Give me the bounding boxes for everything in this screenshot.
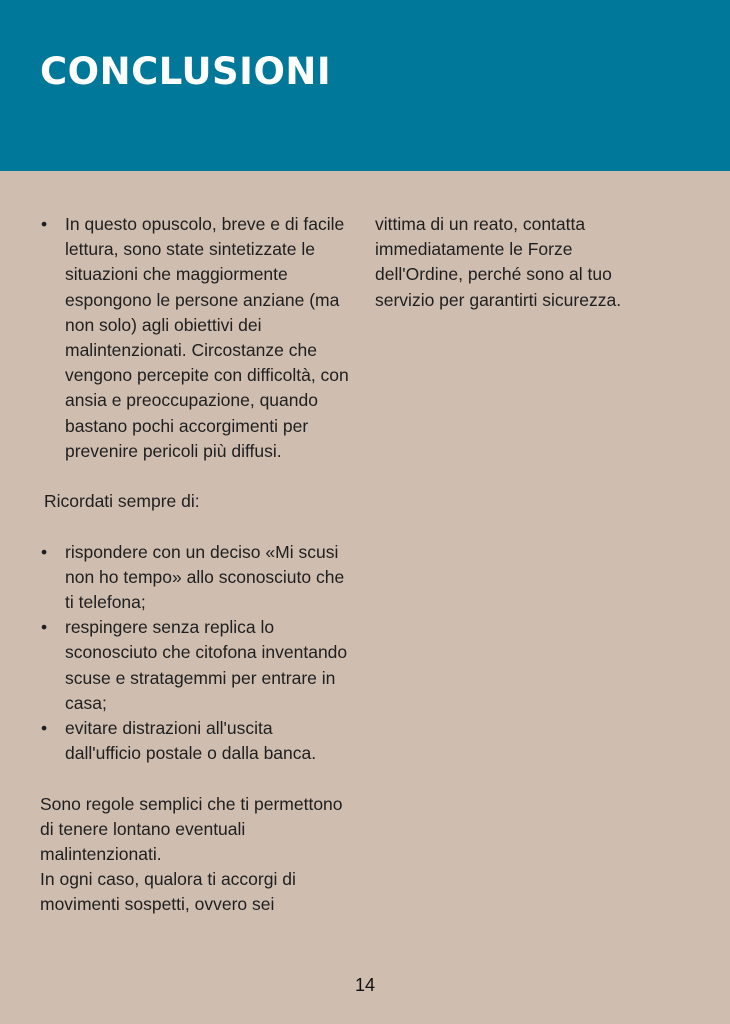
- closing-paragraph-end: vittima di un reato, contatta immediatamente le Forze dell'Ordine, perché sono al tuo servizio per garantirti sicurezza.: [375, 214, 622, 310]
- reminder-item-intercom: • respingere senza replica lo sconosciuto che citofona inventando scuse e stratagemmi per entrare in casa;: [40, 615, 350, 716]
- reminder-heading: Ricordati sempre di:: [44, 491, 200, 512]
- left-column: [40, 212, 350, 918]
- closing-paragraph: Sono regole semplici che ti permettono di tenere lontano eventuali malintenzionati.: [40, 793, 343, 865]
- intro-bullet: • In questo opuscolo, breve e di facile lettura, sono state sintetizzate le situazioni che maggiormente espongono le persone anziane (ma non solo) agli obiettivi dei malintenzionati. Circostanze che vengono percepite con difficoltà, con ansia e preoccupazione, quando bastano pochi accorgimenti per prevenire pericoli più diffusi.: [40, 212, 350, 464]
- closing-paragraph-continued: In ogni caso, qualora ti accorgi di movimenti sospetti, ovvero sei: [40, 869, 296, 915]
- reminder-item-phone: • rispondere con un deciso «Mi scusi non ho tempo» allo sconosciuto che ti telefona;: [40, 540, 350, 616]
- intro-list: [40, 212, 350, 464]
- right-column: [375, 212, 665, 313]
- header-banner: [0, 0, 730, 171]
- page-number: 14: [354, 975, 376, 995]
- page-title: CONCLUSIONI: [40, 50, 332, 93]
- reminder-list: [40, 540, 350, 767]
- reminder-item-post-office: • evitare distrazioni all'uscita dall'ufficio postale o dalla banca.: [40, 716, 350, 766]
